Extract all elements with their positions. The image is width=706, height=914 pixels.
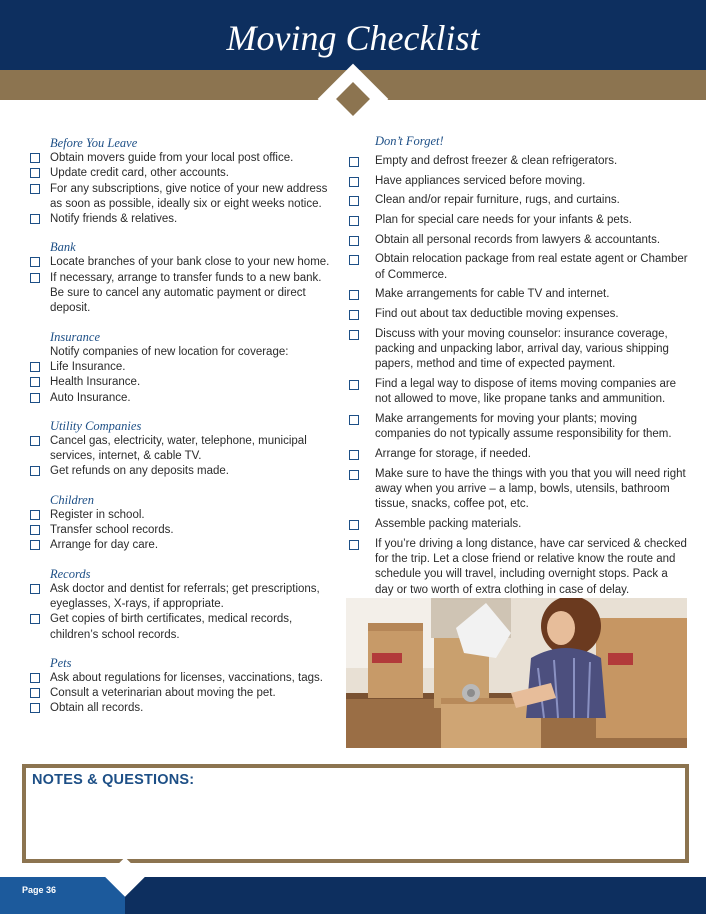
- checklist-item-text: Assemble packing materials.: [375, 518, 522, 531]
- checkbox-icon[interactable]: [349, 177, 359, 187]
- checklist-item-text: Ask doctor and dentist for referrals; get prescriptions, eyeglasses, X-rays, if appropriate.: [50, 582, 320, 610]
- section-heading: Pets: [50, 655, 72, 670]
- checklist-section: [30, 136, 330, 227]
- checklist-item: [30, 166, 330, 181]
- checkbox-icon[interactable]: [30, 214, 40, 224]
- checklist-item-text: For any subscriptions, give notice of your new address as soon as possible, ideally six or eight weeks notice.: [50, 182, 328, 210]
- checkbox-icon[interactable]: [349, 157, 359, 167]
- checkbox-icon[interactable]: [349, 540, 359, 550]
- checklist-item: [30, 255, 330, 270]
- checkbox-icon[interactable]: [349, 290, 359, 300]
- checkbox-icon[interactable]: [30, 257, 40, 267]
- checklist-item: [349, 537, 689, 598]
- checkbox-icon[interactable]: [349, 196, 359, 206]
- section-heading: Children: [50, 492, 94, 507]
- checkbox-icon[interactable]: [349, 216, 359, 226]
- checklist-section: [30, 330, 330, 406]
- moving-photo: [346, 598, 687, 748]
- section-heading: Insurance: [50, 329, 100, 344]
- checklist-section: [30, 656, 330, 717]
- checkbox-icon[interactable]: [30, 510, 40, 520]
- checklist-item: [30, 508, 330, 523]
- checklist-item-text: Cancel gas, electricity, water, telephone, municipal services, internet, & cable TV.: [50, 434, 307, 463]
- checklist-item: [30, 182, 330, 213]
- checkbox-icon[interactable]: [30, 584, 40, 594]
- checklist-item-text: Find out about tax deductible moving expenses.: [375, 308, 619, 321]
- checklist-section: [30, 567, 330, 643]
- checkbox-icon[interactable]: [30, 168, 40, 178]
- checklist-item: [349, 233, 689, 248]
- section-heading: Bank: [50, 240, 76, 255]
- checkbox-icon[interactable]: [349, 380, 359, 390]
- checklist-item: [30, 686, 330, 701]
- checkbox-icon[interactable]: [349, 236, 359, 246]
- checklist-item-text: Obtain relocation package from real estate agent or Chamber of Commerce.: [375, 253, 688, 281]
- checklist-item: [30, 375, 330, 390]
- page-number: Page 36: [22, 885, 57, 895]
- checklist-item: [30, 701, 330, 716]
- checklist-item: [30, 464, 330, 479]
- checklist-section: [30, 493, 330, 554]
- checklist-item-text: Auto Insurance.: [50, 391, 131, 404]
- checkbox-icon[interactable]: [30, 466, 40, 476]
- checklist-item-text: Make sure to have the things with you that you will need right away when you arrive – a lamp, bowls, utensils, bathroom tissue, snacks, coffee pot, etc.: [375, 467, 686, 511]
- checklist-item-text: Locate branches of your bank close to your new home.: [50, 256, 330, 269]
- section-heading: Before You Leave: [50, 136, 138, 150]
- checklist-item: [30, 523, 330, 538]
- checklist-item: [349, 154, 689, 169]
- checklist-item: [30, 671, 330, 686]
- checklist-item-text: Life Insurance.: [50, 360, 126, 373]
- checkbox-icon[interactable]: [30, 377, 40, 387]
- checklist-item-text: Obtain movers guide from your local post office.: [50, 152, 294, 164]
- section-intro: Notify companies of new location for coverage:: [50, 345, 289, 358]
- page-title: Moving Checklist: [226, 18, 480, 58]
- checklist-section: [30, 240, 330, 316]
- footer-page-tab: [0, 877, 125, 914]
- checkbox-icon[interactable]: [30, 273, 40, 283]
- right-column: [349, 134, 689, 602]
- checkbox-icon[interactable]: [30, 436, 40, 446]
- checklist-item-text: Make arrangements for cable TV and internet.: [375, 288, 610, 301]
- checkbox-icon[interactable]: [349, 310, 359, 320]
- checklist-item-text: If you’re driving a long distance, have car serviced & checked for the trip. Let a close friend or relative know the route and schedule you will travel, including overnight stops. Pack a day or two worth of extra clothing in case of delay.: [375, 537, 687, 596]
- checklist-item: [349, 252, 689, 283]
- checkbox-icon[interactable]: [30, 184, 40, 194]
- checkbox-icon[interactable]: [30, 393, 40, 403]
- checklist-item-text: Arrange for storage, if needed.: [375, 448, 531, 461]
- checkbox-icon[interactable]: [30, 703, 40, 713]
- section-heading: Don’t Forget!: [375, 134, 444, 148]
- checklist-item: [30, 582, 330, 613]
- checklist-item-text: Get copies of birth certificates, medical records, children’s school records.: [50, 613, 293, 641]
- checkbox-icon[interactable]: [349, 520, 359, 530]
- checklist-item-text: Obtain all records.: [50, 702, 144, 715]
- checklist-item: [30, 538, 330, 553]
- checklist-item: [349, 287, 689, 302]
- woman-packing-boxes-image: [346, 598, 687, 748]
- checklist-item: [349, 412, 689, 443]
- checkbox-icon[interactable]: [349, 415, 359, 425]
- checkbox-icon[interactable]: [30, 153, 40, 163]
- checkbox-icon[interactable]: [349, 255, 359, 265]
- checklist-item: [349, 447, 689, 462]
- checklist-item: [349, 517, 689, 532]
- checklist-item: [30, 271, 330, 317]
- checklist-item-text: If necessary, arrange to transfer funds to a new bank. Be sure to cancel any automatic payment or direct deposit.: [50, 271, 322, 315]
- checklist-item: [349, 174, 689, 189]
- checklist-item: [349, 377, 689, 408]
- checkbox-icon[interactable]: [30, 688, 40, 698]
- left-column: [30, 136, 330, 730]
- notes-box[interactable]: [22, 764, 689, 863]
- checklist-item-text: Update credit card, other accounts.: [50, 167, 229, 180]
- checklist-item-text: Discuss with your moving counselor: insurance coverage, packing and unpacking labor, arrival day, various shipping papers, method and time of expected payment.: [375, 327, 669, 371]
- checkbox-icon[interactable]: [30, 540, 40, 550]
- checklist-item: [349, 193, 689, 208]
- checklist-item: [30, 434, 330, 465]
- section-heading: Utility Companies: [50, 418, 142, 433]
- checklist-item: [30, 151, 330, 166]
- checklist-item: [30, 212, 330, 227]
- checklist-item-text: Find a legal way to dispose of items moving companies are not allowed to move, like propane tanks and ammunition.: [375, 378, 677, 406]
- checkbox-icon[interactable]: [30, 525, 40, 535]
- checkbox-icon[interactable]: [30, 362, 40, 372]
- checklist-item-text: Get refunds on any deposits made.: [50, 465, 229, 478]
- checklist-item: [349, 327, 689, 373]
- checkbox-icon[interactable]: [349, 330, 359, 340]
- checklist-item-text: Ask about regulations for licenses, vaccinations, tags.: [50, 671, 323, 684]
- checklist-item-text: Notify friends & relatives.: [50, 213, 178, 226]
- checklist-item: [30, 391, 330, 406]
- checklist-item-text: Empty and defrost freezer & clean refrigerators.: [375, 155, 618, 167]
- checklist-item-text: Consult a veterinarian about moving the pet.: [50, 687, 276, 700]
- checkbox-icon[interactable]: [349, 450, 359, 460]
- checkbox-icon[interactable]: [349, 470, 359, 480]
- checklist-item-text: Plan for special care needs for your infants & pets.: [375, 214, 632, 227]
- checklist-item: [30, 612, 330, 643]
- checklist-item: [30, 360, 330, 375]
- checklist-item: [349, 213, 689, 228]
- checklist-item-text: Obtain all personal records from lawyers & accountants.: [375, 233, 661, 246]
- checklist-item-text: Arrange for day care.: [50, 539, 159, 552]
- checklist-item: [349, 307, 689, 322]
- checkbox-icon[interactable]: [30, 614, 40, 624]
- checklist-item: [349, 467, 689, 513]
- section-heading: Records: [50, 566, 91, 581]
- checklist-item-text: Clean and/or repair furniture, rugs, and curtains.: [375, 194, 620, 207]
- checklist-item-text: Make arrangements for moving your plants; moving companies do not typically assume responsibility for them.: [375, 413, 672, 441]
- checklist-item-text: Transfer school records.: [50, 524, 174, 537]
- checklist-item-text: Have appliances serviced before moving.: [375, 174, 586, 187]
- checklist-item-text: Health Insurance.: [50, 376, 141, 389]
- checkbox-icon[interactable]: [30, 673, 40, 683]
- checklist-section: [30, 419, 330, 480]
- checklist-item-text: Register in school.: [50, 508, 145, 521]
- notes-title: NOTES & QUESTIONS:: [32, 772, 195, 788]
